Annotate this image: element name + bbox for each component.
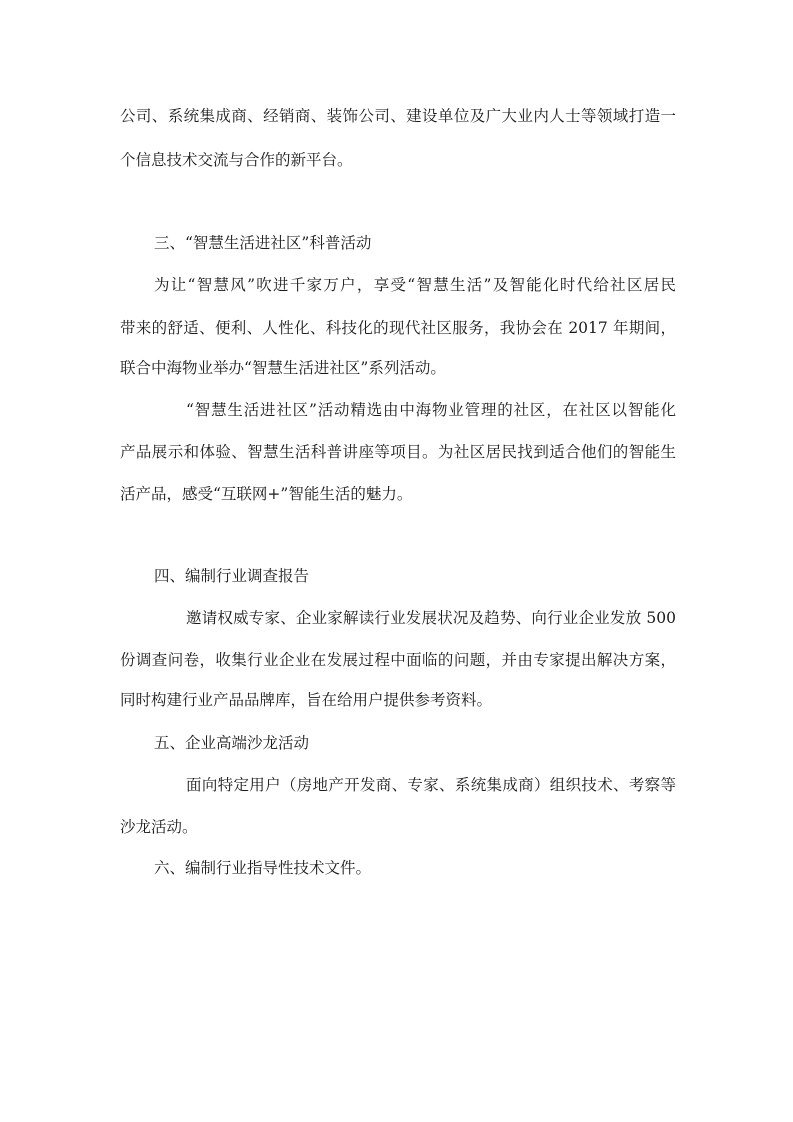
paragraph-line: 联合中海物业举办“智慧生活进社区”系列活动。 xyxy=(120,359,446,377)
section-heading-4: 四、编制行业调查报告 xyxy=(154,567,310,585)
paragraph-line: 同时构建行业产品品牌库，旨在给用户提供参考资料。 xyxy=(120,691,493,709)
paragraph-line: 沙龙活动。 xyxy=(120,818,198,836)
paragraph-line: 面向特定用户（房地产开发商、专家、系统集成商）组织技术、考察等 xyxy=(186,776,676,794)
section-heading-5: 五、企业高端沙龙活动 xyxy=(154,734,310,752)
paragraph-line: 个信息技术交流与合作的新平台。 xyxy=(120,151,353,169)
paragraph-line: “智慧生活进社区”活动精选由中海物业管理的社区，在社区以智能化 xyxy=(186,401,676,419)
paragraph-line: 带来的舒适、便利、人性化、科技化的现代社区服务，我协会在 2017 年期间， xyxy=(120,319,676,337)
paragraph-line: 份调查问卷，收集行业企业在发展过程中面临的问题，并由专家提出解决方案， xyxy=(120,651,676,669)
paragraph-line: 公司、系统集成商、经销商、装饰公司、建设单位及广大业内人士等领域打造一 xyxy=(120,107,676,125)
paragraph-line: 邀请权威专家、企业家解读行业发展状况及趋势、向行业企业发放 500 xyxy=(186,609,676,627)
paragraph-line: 活产品，感受“互联网+”智能生活的魅力。 xyxy=(120,485,413,503)
paragraph-line: 产品展示和体验、智慧生活科普讲座等项目。为社区居民找到适合他们的智能生 xyxy=(120,443,676,461)
paragraph-line: 为让“智慧风”吹进千家万户，享受“智慧生活”及智能化时代给社区居民 xyxy=(154,276,676,294)
section-heading-3: 三、“智慧生活进社区”科普活动 xyxy=(154,234,372,252)
section-heading-6: 六、编制行业指导性技术文件。 xyxy=(154,859,372,877)
